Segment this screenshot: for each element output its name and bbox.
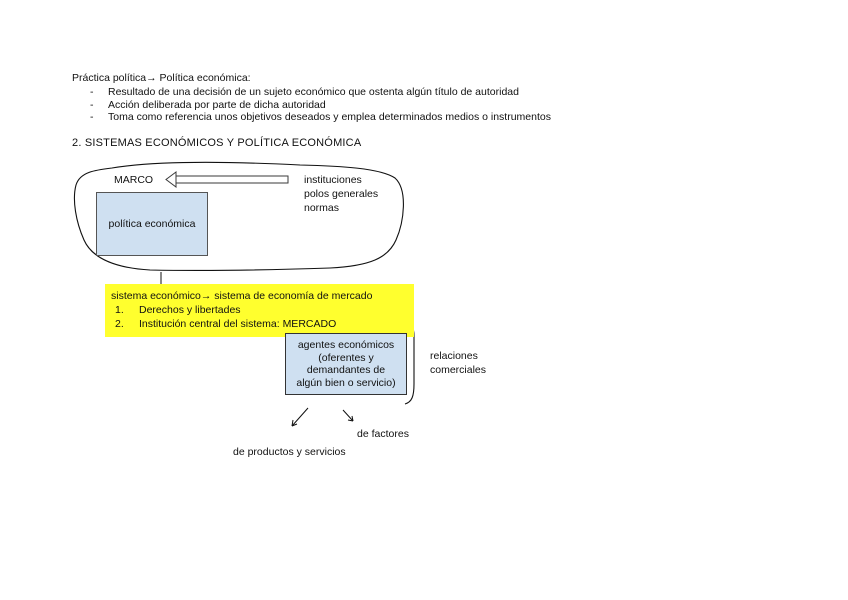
agents-line: agentes económicos — [297, 339, 395, 351]
institutions-line-2: polos generales — [304, 188, 379, 200]
bullet-dash: - — [90, 86, 94, 98]
bullet-text: Resultado de una decisión de un sujeto económico que ostenta algún título de autoridad — [108, 86, 519, 98]
arrow-head-icon — [166, 172, 176, 187]
institutions-line-1: instituciones — [304, 174, 362, 186]
system-item-text: Institución central del sistema: MERCADO — [139, 318, 337, 330]
economic-policy-box — [96, 192, 208, 256]
intro-title: Práctica política→ Política económica: — [72, 72, 251, 84]
system-item-number: 2. — [115, 318, 124, 330]
system-item-text: Derechos y libertades — [139, 304, 241, 316]
bullet-dash: - — [90, 111, 94, 124]
arrow-factors-line — [343, 410, 353, 421]
institutions-line-3: normas — [304, 202, 340, 214]
arrow-body-icon — [176, 176, 288, 183]
economic-agents-box — [285, 333, 407, 395]
bullet-dash: - — [90, 98, 94, 111]
section-heading: 2. SISTEMAS ECONÓMICOS Y POLÍTICA ECONÓMICA — [72, 137, 362, 149]
relations-line-2: comerciales — [430, 364, 487, 376]
economic-system-line: sistema económico→ sistema de economía de mercado — [111, 290, 373, 302]
economic-system-box — [105, 284, 414, 337]
arrow-products-line — [292, 408, 308, 426]
bullet-text: Acción deliberada por parte de dicha autoridad — [108, 98, 326, 111]
marco-label: MARCO — [114, 174, 154, 186]
agents-line: (oferentes y — [318, 351, 374, 364]
bullet-text: Toma como referencia unos objetivos deseados y emplea determinados medios o instrumentos — [108, 111, 551, 124]
relations-line-1: relaciones — [430, 350, 478, 362]
system-item-number: 1. — [115, 304, 124, 316]
factors-label: de factores — [357, 428, 409, 440]
agents-line: algún bien o servicio) — [296, 376, 396, 389]
products-label: de productos y servicios — [233, 446, 346, 458]
agents-line: demandantes de — [306, 364, 386, 376]
economic-policy-label: política económica — [108, 218, 196, 230]
